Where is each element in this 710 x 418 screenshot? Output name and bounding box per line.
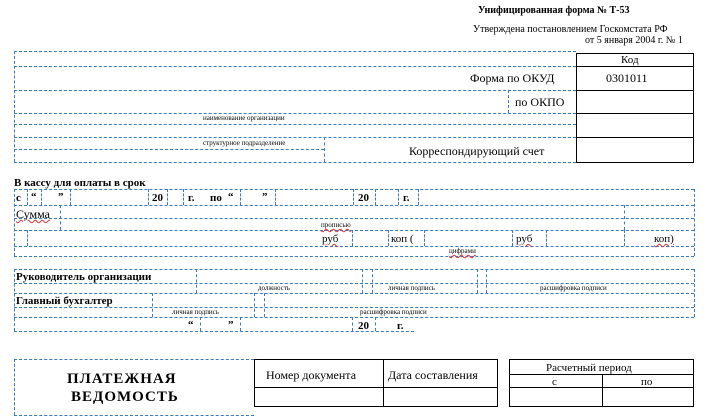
chief-accountant-label: Главный бухгалтер	[16, 295, 113, 307]
doc-title-line2: ВЕДОМОСТЬ	[71, 389, 179, 405]
period-from: с	[552, 376, 557, 388]
digits-caption: цифрами	[449, 247, 476, 255]
period-header: Расчетный период	[546, 362, 632, 374]
cash-title: В кассу для оплаты в срок	[14, 177, 146, 189]
okpo-label: по ОКПО	[515, 95, 565, 109]
rub-digits-label: руб	[516, 233, 533, 245]
doc-title-line1: ПЛАТЕЖНАЯ	[67, 371, 177, 387]
okud-value: 0301011	[606, 71, 648, 85]
doc-header-table	[254, 359, 498, 407]
words-caption: прописью	[321, 221, 351, 229]
okud-label: Форма по ОКУД	[470, 71, 555, 85]
sig2-caption: личная подпись	[172, 308, 219, 316]
doc-date-header: Дата составления	[388, 368, 478, 382]
approved-line-2: от 5 января 2004 г. № 1	[585, 35, 683, 46]
kop-label: коп (	[391, 233, 414, 245]
date-to-label: по	[210, 192, 222, 204]
corr-account-label: Корреспондирующий счет	[409, 144, 545, 158]
head-label: Руководитель организации	[16, 271, 152, 283]
rub-label: руб	[322, 233, 339, 245]
decode-caption: расшифровка подписи	[540, 284, 607, 292]
kod-label: Код	[621, 54, 639, 66]
period-to: по	[641, 376, 653, 388]
division-caption: структурное подразделение	[203, 139, 286, 147]
sum-label: Сумма	[16, 207, 50, 221]
signature-caption: личная подпись	[388, 284, 435, 292]
decode2-caption: расшифровка подписи	[360, 308, 427, 316]
doc-number-header: Номер документа	[266, 368, 357, 382]
date-from-label: с	[16, 192, 21, 204]
approved-line-1: Утверждена постановлением Госкомстата РФ	[473, 24, 668, 35]
position-caption: должность	[258, 284, 291, 292]
form-title: Унифицированная форма № Т-53	[478, 5, 630, 16]
code-column	[576, 53, 694, 163]
kop-close-label: коп)	[654, 233, 674, 245]
org-name-caption: наименование организации	[203, 114, 285, 122]
